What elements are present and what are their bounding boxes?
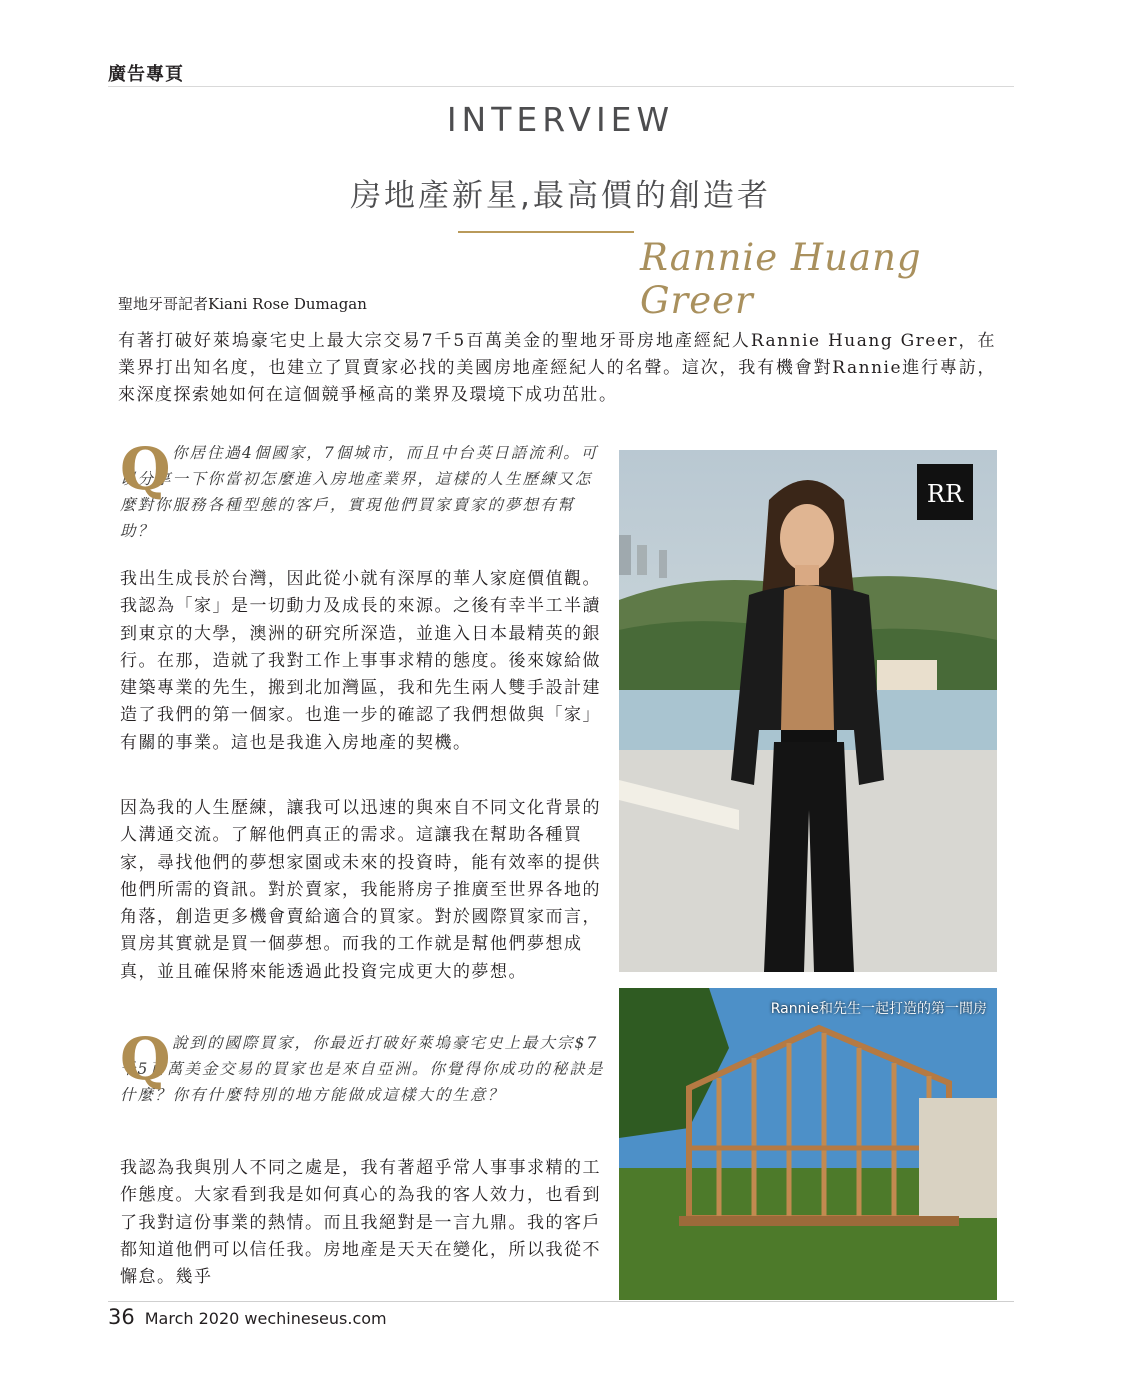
page-number: 36 [108,1305,135,1329]
byline: 聖地牙哥記者Kiani Rose Dumagan [118,295,367,313]
footer [108,1305,387,1329]
answer-1-paragraph-1: 我出生成長於台灣，因此從小就有深厚的華人家庭價值觀。我認為「家」是一切動力及成長的來源。之後有幸半工半讀到東京的大學，澳洲的研究所深造，並進入日本最精英的銀行。在那，造就了我對工作上事事求精的態度。後來嫁給做建築專業的先生，搬到北加灣區，我和先生兩人雙手設計建造了我們的第一個家。也進一步的確認了我們想做與「家」有關的事業。這也是我進入房地產的契機。 [120,569,601,753]
question-2 [120,1025,606,1108]
top-divider [108,86,1014,87]
gold-divider [458,231,634,233]
section-label: 廣告專頁 [108,64,184,85]
photo-caption: Rannie和先生一起打造的第一間房 [770,1001,987,1017]
answer-1-paragraph-2: 因為我的人生歷練，讓我可以迅速的與來自不同文化背景的人溝通交流。了解他們真正的需求。這讓我在幫助各種買家，尋找他們的夢想家園或未來的投資時，能有效率的提供他們所需的資訊。對於賣家，我能將房子推廣至世界各地的角落，創造更多機會賣給適合的買家。對於國際買家而言，買房其實就是買一個夢想。而我的工作就是幫他們夢想成真，並且確保將來能透過此投資完成更大的夢想。 [120,798,601,982]
signature-name: Rannie Huang Greer [640,236,922,322]
answer-2-paragraph-1: 我認為我與別人不同之處是，我有著超乎常人事事求精的工作態度。大家看到我是如何真心的為我的客人效力，也看到了我對這份事業的熱情。而且我絕對是一言九鼎。我的客戶都知道他們可以信任我。房地產是天天在變化，所以我從不懈怠。幾乎 [120,1158,601,1288]
intro-paragraph: 有著打破好萊塢豪宅史上最大宗交易7千5百萬美金的聖地牙哥房地產經紀人Rannie Huang Greer，在業界打出知名度，也建立了買賣家必找的美國房地產經紀人的名聲。這次，我有機會對Rannie進行專訪，來深度探索她如何在這個競爭極高的業界及環境下成功茁壯。 [118,331,996,405]
question-mark-2: Q [120,1025,171,1093]
portrait-photo [619,450,997,972]
headline: 房地產新星,最高價的創造者 [350,178,771,214]
footer-text: March 2020 wechineseus.com [144,1309,387,1328]
svg-text:RR: RR [926,480,964,508]
house-construction-photo [619,988,997,1300]
question-2-text: 說到的國際買家，你最近打破好萊塢豪宅史上最大宗$7千5百萬美金交易的買家也是來自亞洲。你覺得你成功的秘訣是什麼？你有什麼特別的地方能做成這樣大的生意？ [120,1034,605,1104]
question-1 [120,435,606,544]
question-1-text: 你居住過4個國家，7個城市，而且中台英日語流利。可以分享一下你當初怎麼進入房地產業界，這樣的人生歷練又怎麼對你服務各種型態的客戶，實現他們買家賣家的夢想有幫助？ [120,444,599,540]
kicker-title: INTERVIEW [446,100,675,139]
footer-divider [108,1301,1014,1302]
question-mark-1: Q [120,435,171,503]
